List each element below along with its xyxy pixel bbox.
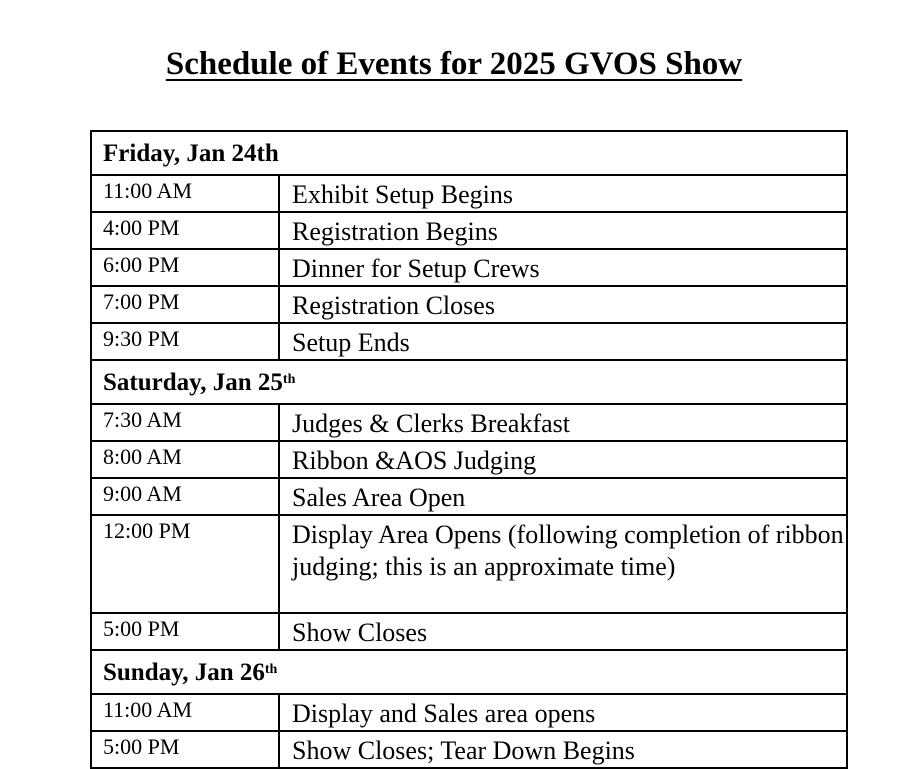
event-time: 6:00 PM: [91, 249, 279, 286]
schedule-table-body: [91, 131, 847, 768]
event-row: [91, 286, 847, 323]
event-row: [91, 515, 847, 613]
event-time: 9:00 AM: [91, 478, 279, 515]
day-header: [91, 360, 847, 404]
event-time: 5:00 PM: [91, 613, 279, 650]
event-description: Show Closes: [279, 613, 847, 650]
day-ordinal-suffix: th: [256, 140, 279, 167]
event-row: [91, 731, 847, 768]
day-header: [91, 650, 847, 694]
event-time: 12:00 PM: [91, 515, 279, 613]
day-ordinal-suffix: th: [264, 662, 278, 677]
event-description: Registration Closes: [279, 286, 847, 323]
event-time: 11:00 AM: [91, 175, 279, 212]
day-header-row: [91, 131, 847, 175]
day-label: Sunday, Jan 26: [103, 659, 265, 686]
event-time: 9:30 PM: [91, 323, 279, 360]
event-time: 7:00 PM: [91, 286, 279, 323]
day-header: [91, 131, 847, 175]
event-row: [91, 323, 847, 360]
day-ordinal-suffix: th: [282, 372, 296, 387]
event-description: Ribbon &AOS Judging: [279, 441, 847, 478]
day-header-row: [91, 360, 847, 404]
event-row: [91, 694, 847, 731]
event-time: 5:00 PM: [91, 731, 279, 768]
event-time: 7:30 AM: [91, 404, 279, 441]
event-row: [91, 613, 847, 650]
event-time: 4:00 PM: [91, 212, 279, 249]
day-header-row: [91, 650, 847, 694]
day-label: Saturday, Jan 25: [103, 369, 283, 396]
event-description: Exhibit Setup Begins: [279, 175, 847, 212]
event-description: Display and Sales area opens: [279, 694, 847, 731]
event-description: Setup Ends: [279, 323, 847, 360]
document-title-text: Schedule of Events for 2025 GVOS Show: [165, 46, 743, 82]
schedule-table: [90, 130, 848, 769]
event-row: [91, 404, 847, 441]
event-description: Display Area Opens (following completion of ribbon judging; this is an approximate time): [279, 515, 847, 613]
event-row: [91, 249, 847, 286]
event-row: [91, 478, 847, 515]
event-description: Show Closes; Tear Down Begins: [279, 731, 847, 768]
event-description: Judges & Clerks Breakfast: [279, 404, 847, 441]
event-time: 11:00 AM: [91, 694, 279, 731]
event-description: Dinner for Setup Crews: [279, 249, 847, 286]
event-description: Registration Begins: [279, 212, 847, 249]
event-description: Sales Area Open: [279, 478, 847, 515]
event-row: [91, 212, 847, 249]
event-time: 8:00 AM: [91, 441, 279, 478]
document-title: [0, 46, 908, 83]
event-row: [91, 441, 847, 478]
event-row: [91, 175, 847, 212]
day-label: Friday, Jan 24: [103, 140, 257, 167]
